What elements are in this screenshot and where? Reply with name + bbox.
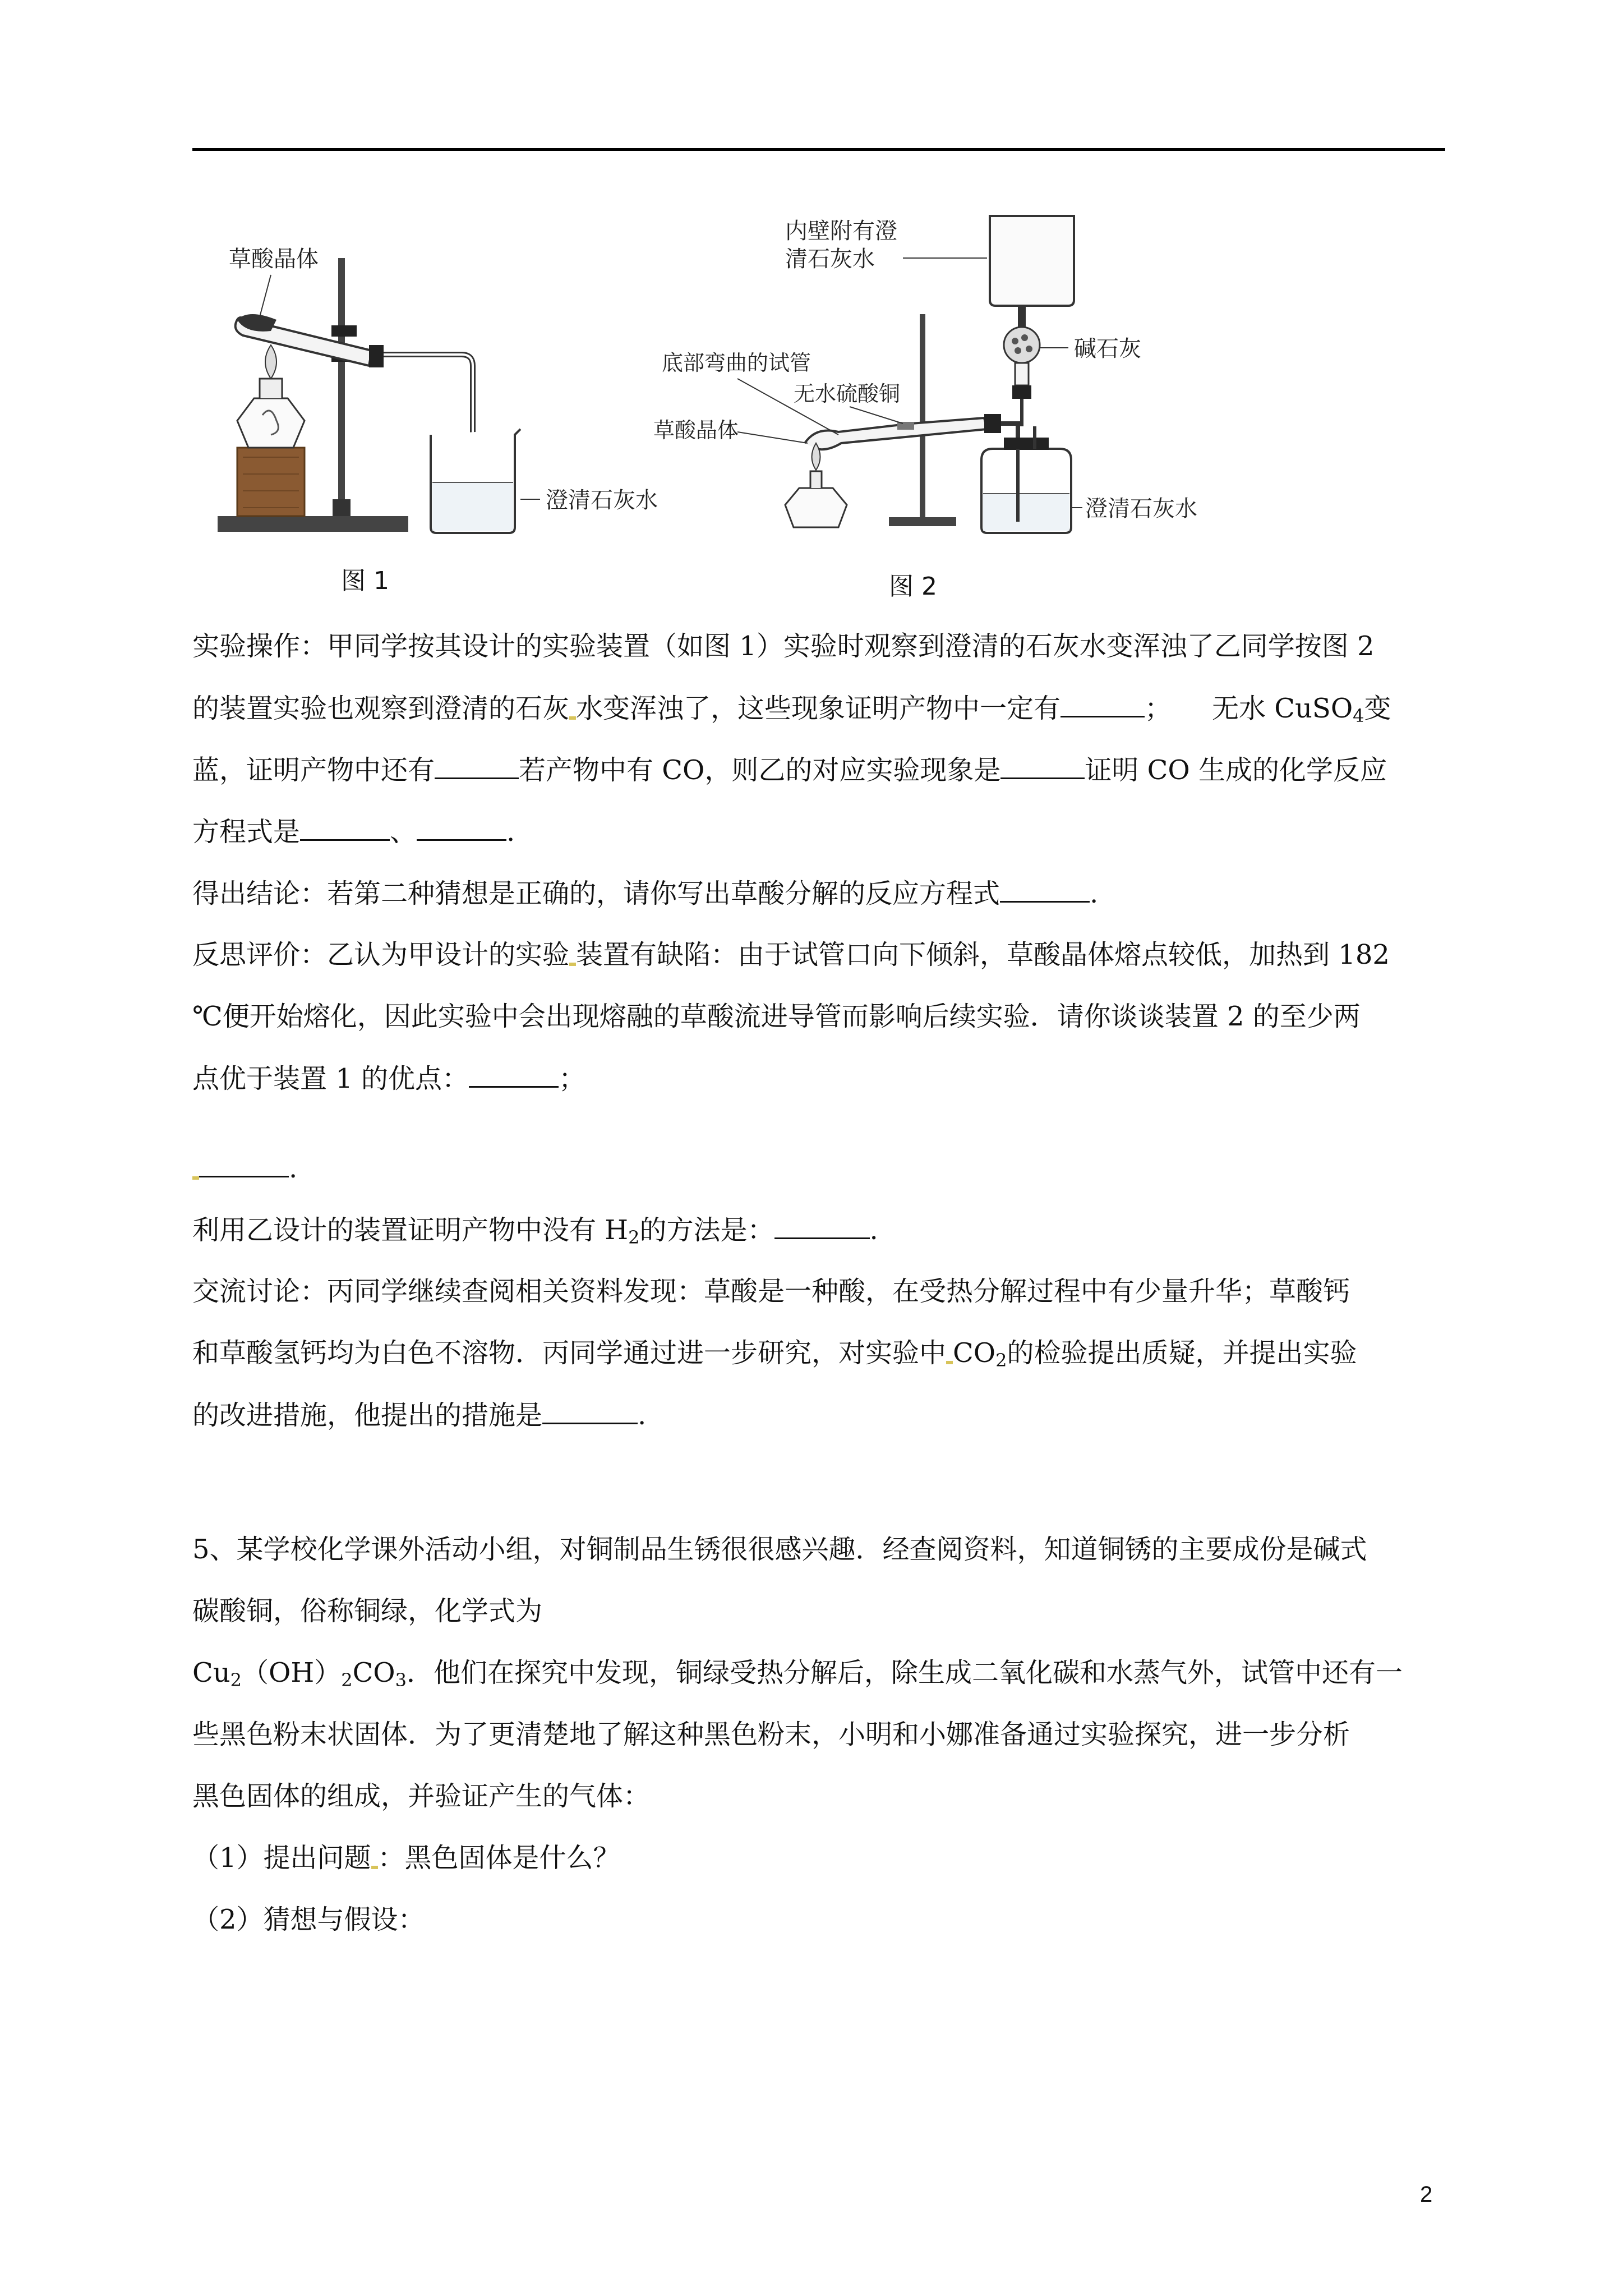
paragraph-line bbox=[192, 876, 1098, 910]
text-span: . bbox=[869, 1214, 878, 1246]
figure-1 bbox=[192, 236, 708, 606]
label-limewater-1: 澄清石灰水 bbox=[546, 487, 658, 513]
paragraph-line bbox=[192, 753, 1387, 787]
text-span: 的装置实验也观察到澄清的石灰 bbox=[192, 693, 570, 724]
label-oxalic-crystal-2: 草酸晶体 bbox=[653, 418, 739, 443]
text-span: 的改进措施，他提出的措施是 bbox=[192, 1400, 543, 1431]
text-span: . bbox=[289, 1153, 298, 1184]
text-span: . bbox=[1090, 878, 1099, 909]
caption-figure-1: 图 1 bbox=[341, 567, 389, 595]
question-5-line bbox=[192, 1841, 620, 1875]
text-span: CO bbox=[352, 1657, 395, 1688]
text-span: 些黑色粉末状固体．为了更清楚地了解这种黑色粉末，小明和小娜准备通过实验探究，进一步分析 bbox=[192, 1719, 1350, 1750]
answer-blank[interactable] bbox=[1000, 876, 1090, 903]
question-5-line bbox=[192, 1718, 1350, 1751]
highlight-mark bbox=[946, 1361, 953, 1364]
text-span: 装置有缺陷：由于试管口向下倾斜，草酸晶体熔点较低，加热到 182 bbox=[576, 939, 1390, 970]
text-span: 黑色固体的组成，并验证产生的气体： bbox=[192, 1780, 651, 1812]
paragraph-line bbox=[192, 1336, 1357, 1370]
text-span: 方程式是 bbox=[192, 816, 301, 848]
answer-blank[interactable] bbox=[417, 815, 506, 841]
text-span: . bbox=[638, 1400, 647, 1431]
paragraph-line bbox=[192, 1061, 585, 1096]
paragraph-line bbox=[192, 1151, 297, 1185]
label-bent-tube: 底部弯曲的试管 bbox=[662, 351, 811, 375]
paragraph-line bbox=[192, 1398, 646, 1432]
text-span: （1）提出问题 bbox=[192, 1842, 371, 1874]
answer-blank[interactable] bbox=[435, 753, 519, 779]
text-span: （2）猜想与假设： bbox=[192, 1904, 425, 1935]
header-rule bbox=[192, 148, 1445, 151]
label-inner-wall-2: 清石灰水 bbox=[785, 246, 875, 272]
text-span: 的方法是： bbox=[639, 1214, 774, 1246]
text-span: 碳酸铜，俗称铜绿，化学式为 bbox=[192, 1595, 543, 1627]
figure-1-apparatus bbox=[192, 236, 708, 606]
text-span: 得出结论：若第二种猜想是正确的，请你写出草酸分解的反应方程式 bbox=[192, 878, 1000, 909]
text-span: 5、某学校化学课外活动小组，对铜制品生锈很很感兴趣．经查阅资料，知道铜锈的主要成份是碱式 bbox=[192, 1534, 1367, 1565]
text-span: ； bbox=[559, 1063, 586, 1094]
answer-blank[interactable] bbox=[774, 1213, 870, 1239]
text-span: CO bbox=[953, 1337, 996, 1369]
caption-figure-2: 图 2 bbox=[889, 572, 937, 601]
question-5-line bbox=[192, 1533, 1367, 1566]
subscript: 2 bbox=[230, 1669, 242, 1691]
text-span: 若产物中有 CO，则乙的对应实验现象是 bbox=[519, 754, 1001, 786]
paragraph-line bbox=[192, 691, 1391, 725]
text-span: 和草酸氢钙均为白色不溶物．丙同学通过进一步研究，对实验中 bbox=[192, 1337, 947, 1369]
text-span: 变 bbox=[1364, 693, 1391, 724]
paragraph-line bbox=[192, 815, 515, 849]
subscript: 3 bbox=[395, 1669, 407, 1691]
text-span: ：黑色固体是什么？ bbox=[377, 1842, 620, 1874]
answer-blank[interactable] bbox=[1061, 691, 1145, 717]
paragraph-line bbox=[192, 1213, 878, 1247]
label-anhydrous-cuso4: 无水硫酸铜 bbox=[794, 381, 901, 406]
label-inner-wall-1: 内壁附有澄 bbox=[785, 218, 897, 244]
text-span: . bbox=[506, 816, 515, 848]
answer-blank[interactable] bbox=[542, 1398, 638, 1424]
text-span: Cu bbox=[192, 1657, 230, 1688]
text-span: 、 bbox=[390, 816, 417, 848]
text-span: ； 无水 CuSO bbox=[1145, 693, 1353, 724]
paragraph-line bbox=[192, 938, 1390, 972]
answer-blank[interactable] bbox=[300, 815, 390, 841]
text-span: 利用乙设计的装置证明产物中没有 H bbox=[192, 1214, 629, 1246]
label-soda-lime: 碱石灰 bbox=[1074, 336, 1141, 362]
figure-2-apparatus bbox=[648, 202, 1281, 606]
subscript: 2 bbox=[341, 1669, 353, 1691]
paragraph-line bbox=[192, 629, 1375, 663]
label-oxalic-crystal-1: 草酸晶体 bbox=[229, 246, 319, 272]
question-5-line bbox=[192, 1594, 542, 1628]
text-experiment-operation: 实验操作：甲同学按其设计的实验装置（如图 1）实验时观察到澄清的石灰水变浑浊了乙同学按图 2 bbox=[192, 631, 1375, 662]
paragraph-line bbox=[192, 1274, 1350, 1308]
paragraph-line bbox=[192, 1000, 1361, 1033]
text-span: 证明 CO 生成的化学反应 bbox=[1085, 754, 1387, 786]
highlight-mark bbox=[371, 1866, 378, 1869]
page-number: 2 bbox=[1420, 2182, 1433, 2207]
text-span: 点优于装置 1 的优点： bbox=[192, 1063, 469, 1094]
answer-blank[interactable] bbox=[199, 1151, 289, 1177]
text-span: 反思评价：乙认为甲设计的实验 bbox=[192, 939, 570, 970]
highlight-mark bbox=[569, 963, 576, 966]
question-5-line bbox=[192, 1656, 1403, 1690]
text-span: ．他们在探究中发现，铜绿受热分解后，除生成二氧化碳和水蒸气外，试管中还有一 bbox=[407, 1657, 1403, 1688]
text-span: ℃便开始熔化，因此实验中会出现熔融的草酸流进导管而影响后续实验．请你谈谈装置 2 的至少两 bbox=[192, 1001, 1361, 1032]
highlight-mark bbox=[192, 1176, 199, 1180]
text-span: （OH） bbox=[242, 1657, 342, 1688]
label-limewater-2: 澄清石灰水 bbox=[1085, 496, 1197, 522]
answer-blank[interactable] bbox=[469, 1061, 559, 1088]
answer-blank[interactable] bbox=[1000, 753, 1085, 779]
text-span: 水变浑浊了，这些现象证明产物中一定有 bbox=[576, 693, 1061, 724]
subscript: 4 bbox=[1353, 705, 1364, 726]
question-5-line bbox=[192, 1779, 650, 1813]
text-span: 的检验提出质疑，并提出实验 bbox=[1007, 1337, 1357, 1369]
text-span: 交流讨论：丙同学继续查阅相关资料发现：草酸是一种酸，在受热分解过程中有少量升华；草酸钙 bbox=[192, 1276, 1350, 1307]
figure-2 bbox=[648, 202, 1281, 606]
highlight-mark bbox=[569, 716, 576, 720]
text-span: 蓝，证明产物中还有 bbox=[192, 754, 435, 786]
question-5-line bbox=[192, 1903, 425, 1936]
subscript: 2 bbox=[628, 1227, 640, 1248]
subscript: 2 bbox=[995, 1350, 1007, 1371]
